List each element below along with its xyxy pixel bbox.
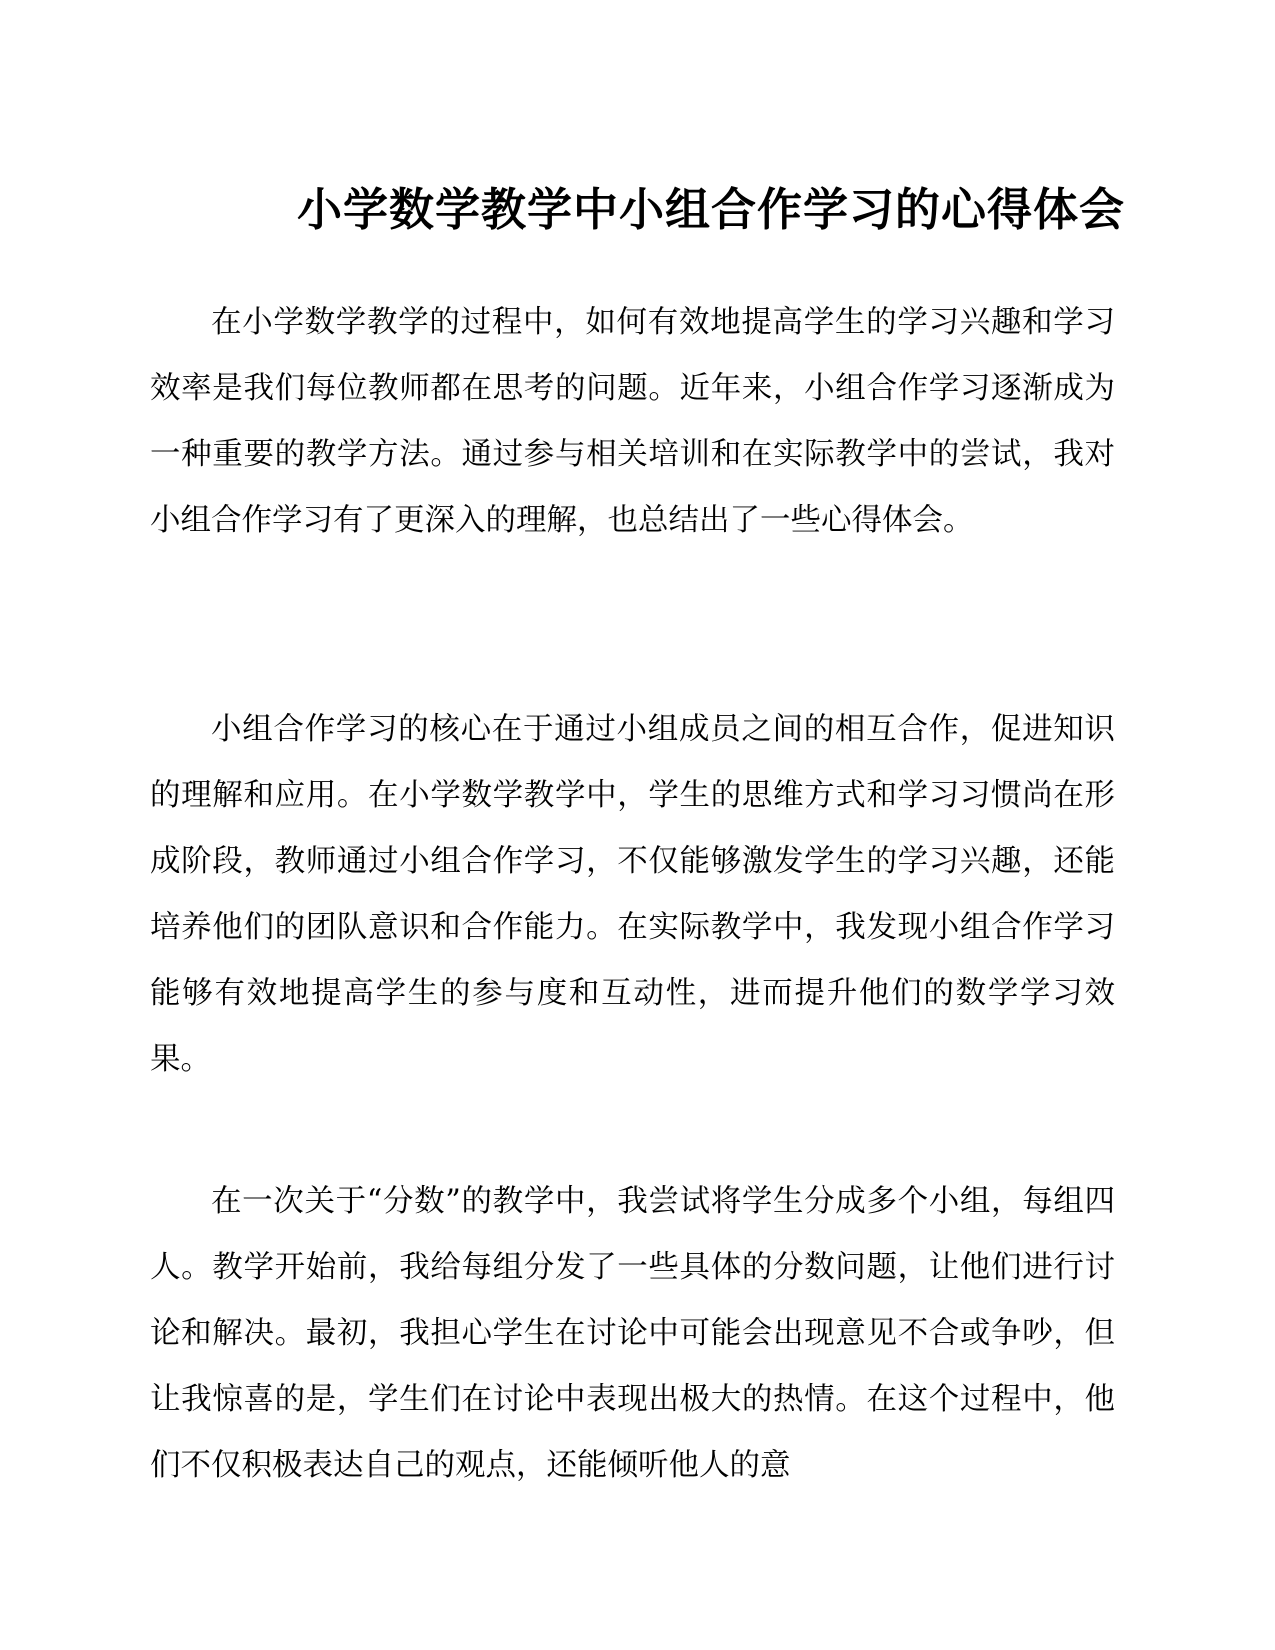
document-title: 小学数学教学中小组合作学习的心得体会 — [296, 183, 1125, 237]
paragraph-example: 在一次关于“分数”的教学中，我尝试将学生分成多个小组，每组四人。教学开始前，我给每组分发了一些具体的分数问题，让他们进行讨论和解决。最初，我担心学生在讨论中可能会出现意见不合或争吵，但让我惊喜的是，学生们在讨论中表现出极大的热情。在这个过程中，他们不仅积极表达自己的观点，还能倾听他人的意 — [150, 1184, 1115, 1483]
paragraph-core: 小组合作学习的核心在于通过小组成员之间的相互合作，促进知识的理解和应用。在小学数学教学中，学生的思维方式和学习习惯尚在形成阶段，教师通过小组合作学习，不仅能够激发学生的学习兴趣，还能培养他们的团队意识和合作能力。在实际教学中，我发现小组合作学习能够有效地提高学生的参与度和互动性，进而提升他们的数学学习效果。 — [150, 712, 1115, 1077]
paragraph-intro: 在小学数学教学的过程中，如何有效地提高学生的学习兴趣和学习效率是我们每位教师都在思考的问题。近年来，小组合作学习逐渐成为一种重要的教学方法。通过参与相关培训和在实际教学中的尝试，我对小组合作学习有了更深入的理解，也总结出了一些心得体会。 — [150, 305, 1115, 538]
